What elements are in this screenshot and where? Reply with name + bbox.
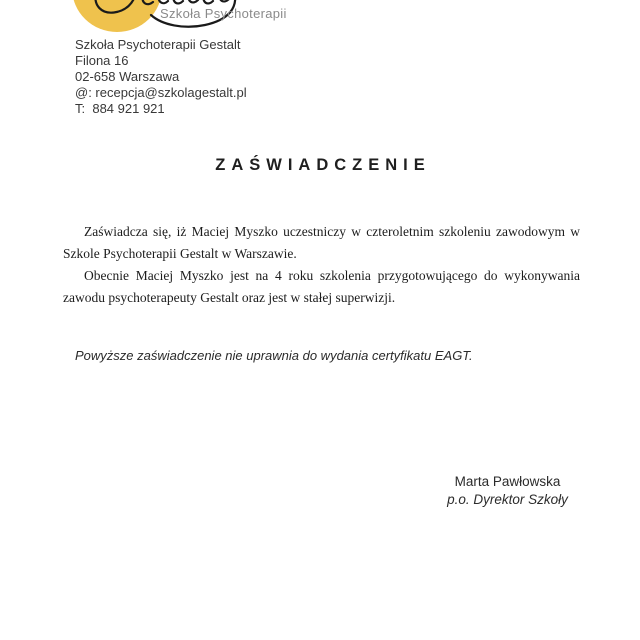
disclaimer-note: Powyższe zaświadczenie nie uprawnia do wydania certyfikatu EAGT. xyxy=(75,348,473,363)
signatory-role: p.o. Dyrektor Szkoły xyxy=(447,492,568,507)
contact-city: 02-658 Warszawa xyxy=(75,69,180,84)
logo-subtitle: Szkoła Psychoterapii xyxy=(160,6,287,21)
body-paragraph-1-line-1: Zaświadcza się, iż Maciej Myszko uczestniczy w czteroletnim szkoleniu zawodowym w xyxy=(84,224,580,239)
body-paragraph-2-line-2: zawodu psychoterapeuty Gestalt oraz jest w stałej superwizji. xyxy=(63,290,396,305)
signature-block xyxy=(425,473,590,509)
school-logo xyxy=(0,0,320,40)
document-title: ZAŚWIADCZENIE xyxy=(215,156,431,174)
contact-school-name: Szkoła Psychoterapii Gestalt xyxy=(75,37,241,52)
contact-street: Filona 16 xyxy=(75,53,129,68)
contact-block xyxy=(75,37,247,117)
body-paragraph-2-line-1: Obecnie Maciej Myszko jest na 4 roku szkolenia przygotowującego do wykonywania xyxy=(84,268,580,283)
body-paragraph-1-line-2: Szkole Psychoterapii Gestalt w Warszawie. xyxy=(63,246,297,261)
certificate-body xyxy=(63,221,580,309)
contact-phone: T: 884 921 921 xyxy=(75,101,165,116)
contact-email: @: recepcja@szkolagestalt.pl xyxy=(75,85,247,100)
signatory-name: Marta Pawłowska xyxy=(454,474,561,489)
